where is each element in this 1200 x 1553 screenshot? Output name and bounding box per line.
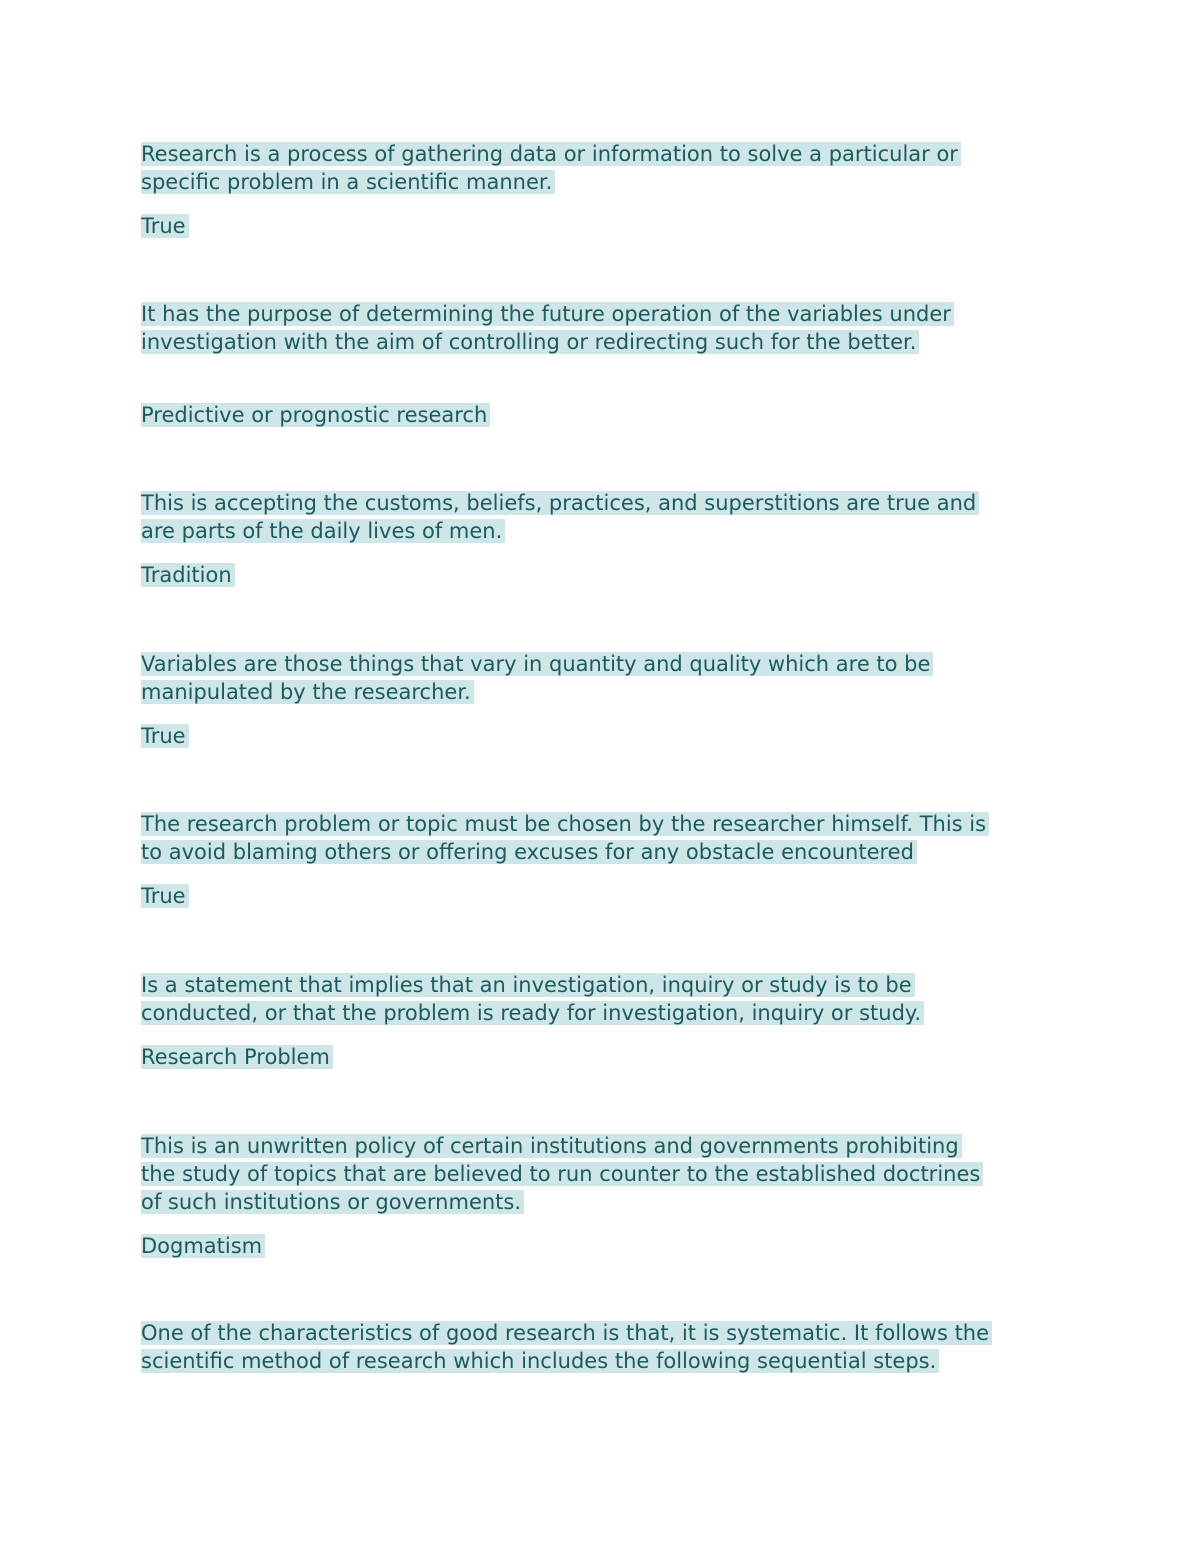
qa-item: [141, 1319, 1061, 1375]
qa-item: [141, 971, 1061, 1071]
question-line: specific problem in a scientific manner.: [141, 168, 1061, 196]
question-line: conducted, or that the problem is ready for investigation, inquiry or study.: [141, 999, 1061, 1027]
question-line: One of the characteristics of good research is that, it is systematic. It follows the: [141, 1319, 1061, 1347]
qa-item: [141, 489, 1061, 589]
question-line: are parts of the daily lives of men.: [141, 517, 1061, 545]
question-line: of such institutions or governments.: [141, 1188, 1061, 1216]
qa-item: [141, 140, 1061, 240]
question-line: It has the purpose of determining the future operation of the variables under: [141, 300, 1061, 328]
question-line: investigation with the aim of controlling or redirecting such for the better.: [141, 328, 1061, 356]
qa-item: [141, 810, 1061, 910]
question-line: manipulated by the researcher.: [141, 678, 1061, 706]
question-line: Research is a process of gathering data or information to solve a particular or: [141, 140, 1061, 168]
answer-text: True: [141, 882, 1061, 910]
question-line: to avoid blaming others or offering excuses for any obstacle encountered: [141, 838, 1061, 866]
answer-text: Tradition: [141, 561, 1061, 589]
question-line: Is a statement that implies that an investigation, inquiry or study is to be: [141, 971, 1061, 999]
qa-item: [141, 1132, 1061, 1260]
question-line: scientific method of research which includes the following sequential steps.: [141, 1347, 1061, 1375]
question-line: the study of topics that are believed to run counter to the established doctrines: [141, 1160, 1061, 1188]
question-line: This is an unwritten policy of certain institutions and governments prohibiting: [141, 1132, 1061, 1160]
answer-text: Research Problem: [141, 1043, 1061, 1071]
question-line: This is accepting the customs, beliefs, practices, and superstitions are true and: [141, 489, 1061, 517]
qa-item: [141, 650, 1061, 750]
question-line: Variables are those things that vary in quantity and quality which are to be: [141, 650, 1061, 678]
answer-text: True: [141, 212, 1061, 240]
answer-text: Predictive or prognostic research: [141, 401, 1061, 429]
answer-text: True: [141, 722, 1061, 750]
qa-item: [141, 300, 1061, 429]
answer-text: Dogmatism: [141, 1232, 1061, 1260]
question-line: The research problem or topic must be chosen by the researcher himself. This is: [141, 810, 1061, 838]
